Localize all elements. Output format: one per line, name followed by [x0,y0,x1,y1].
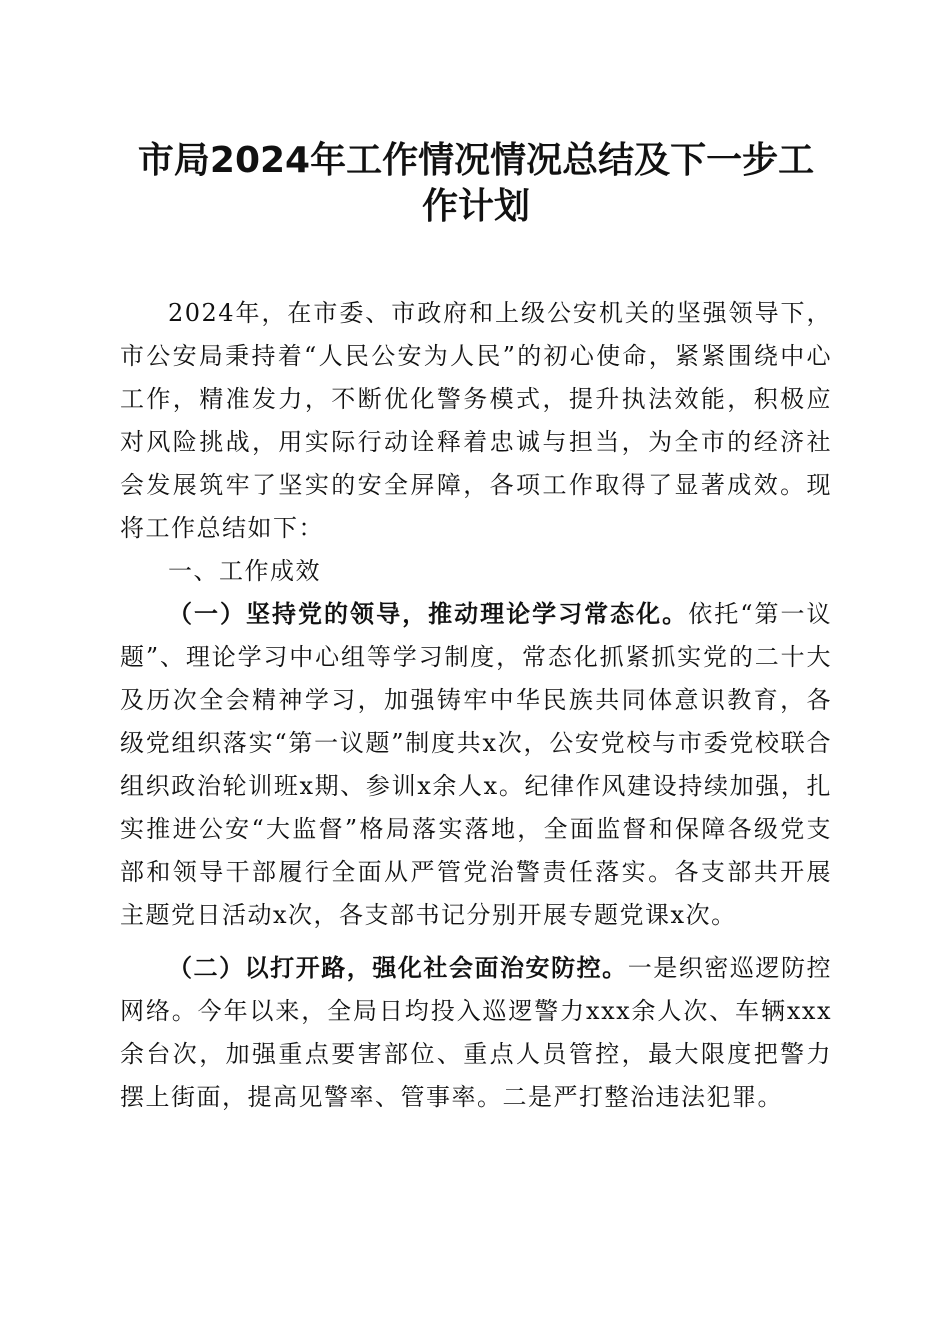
part-one-heading: （一）坚持党的领导，推动理论学习常态化。 [168,600,689,628]
part-two-text: 一是织密巡逻防控网络。今年以来，全局日均投入巡逻警力xxx余人次、车辆xxx余台次，加强重点要害部位、重点人员管控，最大限度把警力摆上街面，提高见警率、管事率。二是严打整治违法犯罪。 [120,954,832,1111]
intro-paragraph: 2024年，在市委、市政府和上级公安机关的坚强领导下，市公安局秉持着“人民公安为人民”的初心使命，紧紧围绕中心工作，精准发力，不断优化警务模式，提升执法效能，积极应对风险挑战，用实际行动诠释着忠诚与担当，为全市的经济社会发展筑牢了坚实的安全屏障，各项工作取得了显著成效。现将工作总结如下： [120,299,832,542]
part-two-paragraph [120,947,832,1119]
part-one-paragraph [120,593,832,937]
document-page [120,138,832,1119]
section-one-heading: 一、工作成效 [168,557,321,585]
part-one-text: 依托“第一议题”、理论学习中心组等学习制度，常态化抓紧抓实党的二十大及历次全会精神学习，加强铸牢中华民族共同体意识教育，各级党组织落实“第一议题”制度共x次，公安党校与市委党校联合组织政治轮训班x期、参训x余人x。纪律作风建设持续加强，扎实推进公安“大监督”格局落实落地，全面监督和保障各级党支部和领导干部履行全面从严管党治警责任落实。各支部共开展主题党日活动x次，各支部书记分别开展专题党课x次。 [120,600,833,929]
document-body [120,292,832,1119]
document-title: 市局2024年工作情况情况总结及下一步工作计划 [137,140,815,227]
part-two-heading: （二）以打开路，强化社会面治安防控。 [168,954,628,982]
